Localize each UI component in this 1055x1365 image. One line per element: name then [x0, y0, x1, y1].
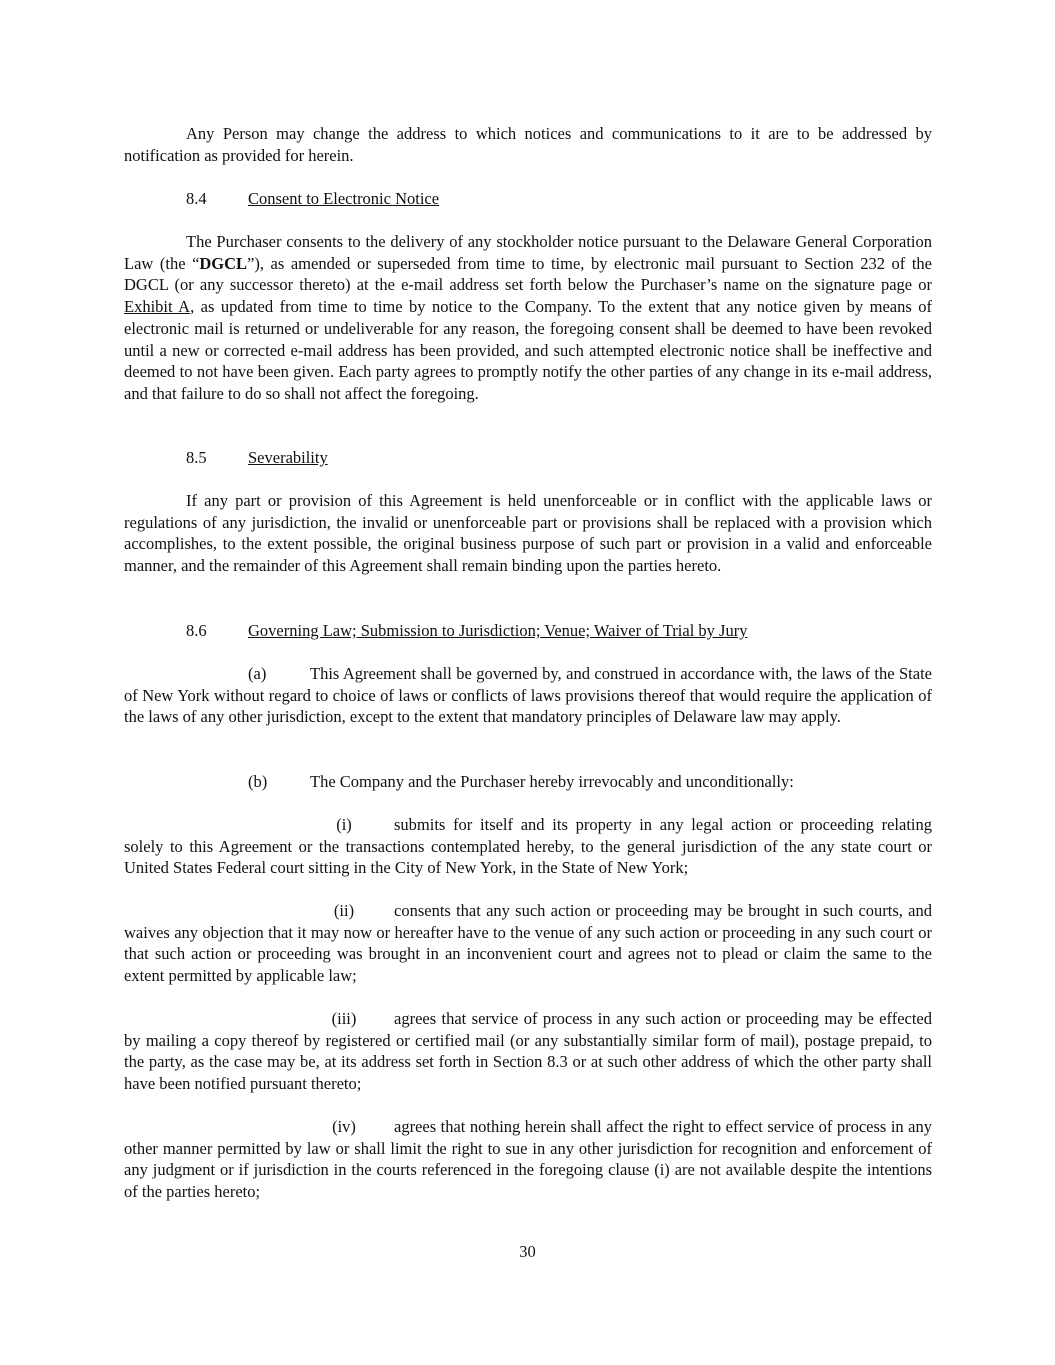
clause-label: (iv)	[332, 1117, 356, 1136]
section-number: 8.5	[186, 448, 207, 467]
paragraph-8-6-b-iv: (iv) agrees that nothing herein shall affect the right to effect service of process in any other manner permitted by law or shall limit the right to sue in any other jurisdiction for recognition and enforcement of any judgment or if jurisdiction in the courts referenced in the foregoing clause (i) are not available despite the intentions of the parties hereto;	[124, 1117, 932, 1202]
section-title: Consent to Electronic Notice	[248, 189, 440, 208]
page-number: 30	[519, 1242, 536, 1261]
clause-label: (ii)	[333, 901, 355, 920]
section-8-6-heading	[186, 620, 747, 642]
paragraph-8-6-a: (a) This Agreement shall be governed by, and construed in accordance with, the laws of the State of New York without regard to choice of laws or conflicts of laws provisions thereof that would require the application of the laws of any other jurisdiction, except to the extent that mandatory principles of Delaware law may apply.	[124, 664, 932, 727]
section-8-5-heading	[186, 447, 328, 469]
paragraph-notice-change: Any Person may change the address to which notices and communications to it are to be addressed by notification as provided for herein.	[124, 124, 932, 165]
clause-label: (a)	[248, 664, 267, 683]
clause-label: (b)	[248, 772, 268, 791]
paragraph-8-5: If any part or provision of this Agreement is held unenforceable or in conflict with the applicable laws or regulations of any jurisdiction, the invalid or unenforceable part or provisions shall be replaced with a provision which accomplishes, to the extent possible, the original business purpose of such part or provision in a valid and enforceable manner, and the remainder of this Agreement shall remain binding upon the parties hereto.	[124, 491, 932, 576]
clause-label: (i)	[336, 815, 352, 834]
paragraph-8-6-b: (b) The Company and the Purchaser hereby irrevocably and unconditionally:	[248, 772, 794, 791]
exhibit-a-reference: Exhibit A	[124, 297, 191, 317]
section-number: 8.4	[186, 189, 207, 208]
section-title: Governing Law; Submission to Jurisdiction; Venue; Waiver of Trial by Jury	[248, 621, 748, 640]
paragraph-8-6-b-i: (i) submits for itself and its property in any legal action or proceeding relating solely to this Agreement or the transactions contemplated hereby, to the general jurisdiction of the any state court or United States Federal court sitting in the City of New York, in the State of New York;	[124, 815, 932, 878]
section-number: 8.6	[186, 621, 207, 640]
section-8-4-heading	[186, 188, 439, 210]
clause-label: (iii)	[331, 1009, 357, 1028]
paragraph-8-4: The Purchaser consents to the delivery of any stockholder notice pursuant to the Delaware General Corporation Law (the “DGCL”), as amended or superseded from time to time, by electronic mail pursuant to Section 232 of the DGCL (or any successor thereto) at the e-mail address set forth below the Purchaser’s name on the signature page or Exhibit A, as updated from time to time by notice to the Company. To the extent that any notice given by means of electronic mail is returned or undeliverable for any reason, the foregoing consent shall be deemed to have been revoked until a new or corrected e-mail address has been provided, and such attempted electronic notice shall be ineffective and deemed to not have been given. Each party agrees to promptly notify the other parties of any change in its e-mail address, and that failure to do so shall not affect the foregoing.	[124, 232, 932, 403]
defined-term-dgcl: DGCL	[199, 253, 248, 273]
paragraph-8-6-b-iii: (iii) agrees that service of process in any such action or proceeding may be effected by mailing a copy thereof by registered or certified mail (or any substantially similar form of mail), postage prepaid, to the party, as the case may be, at its address set forth in Section 8.3 or at such other address of which the other party shall have been notified pursuant thereto;	[124, 1009, 932, 1094]
paragraph-8-6-b-ii: (ii) consents that any such action or proceeding may be brought in such courts, and waives any objection that it may now or hereafter have to the venue of any such action or proceeding in any such court or that such action or proceeding was brought in an inconvenient court and agrees not to plead or claim the same to the extent permitted by applicable law;	[124, 901, 932, 986]
section-title: Severability	[248, 448, 328, 467]
